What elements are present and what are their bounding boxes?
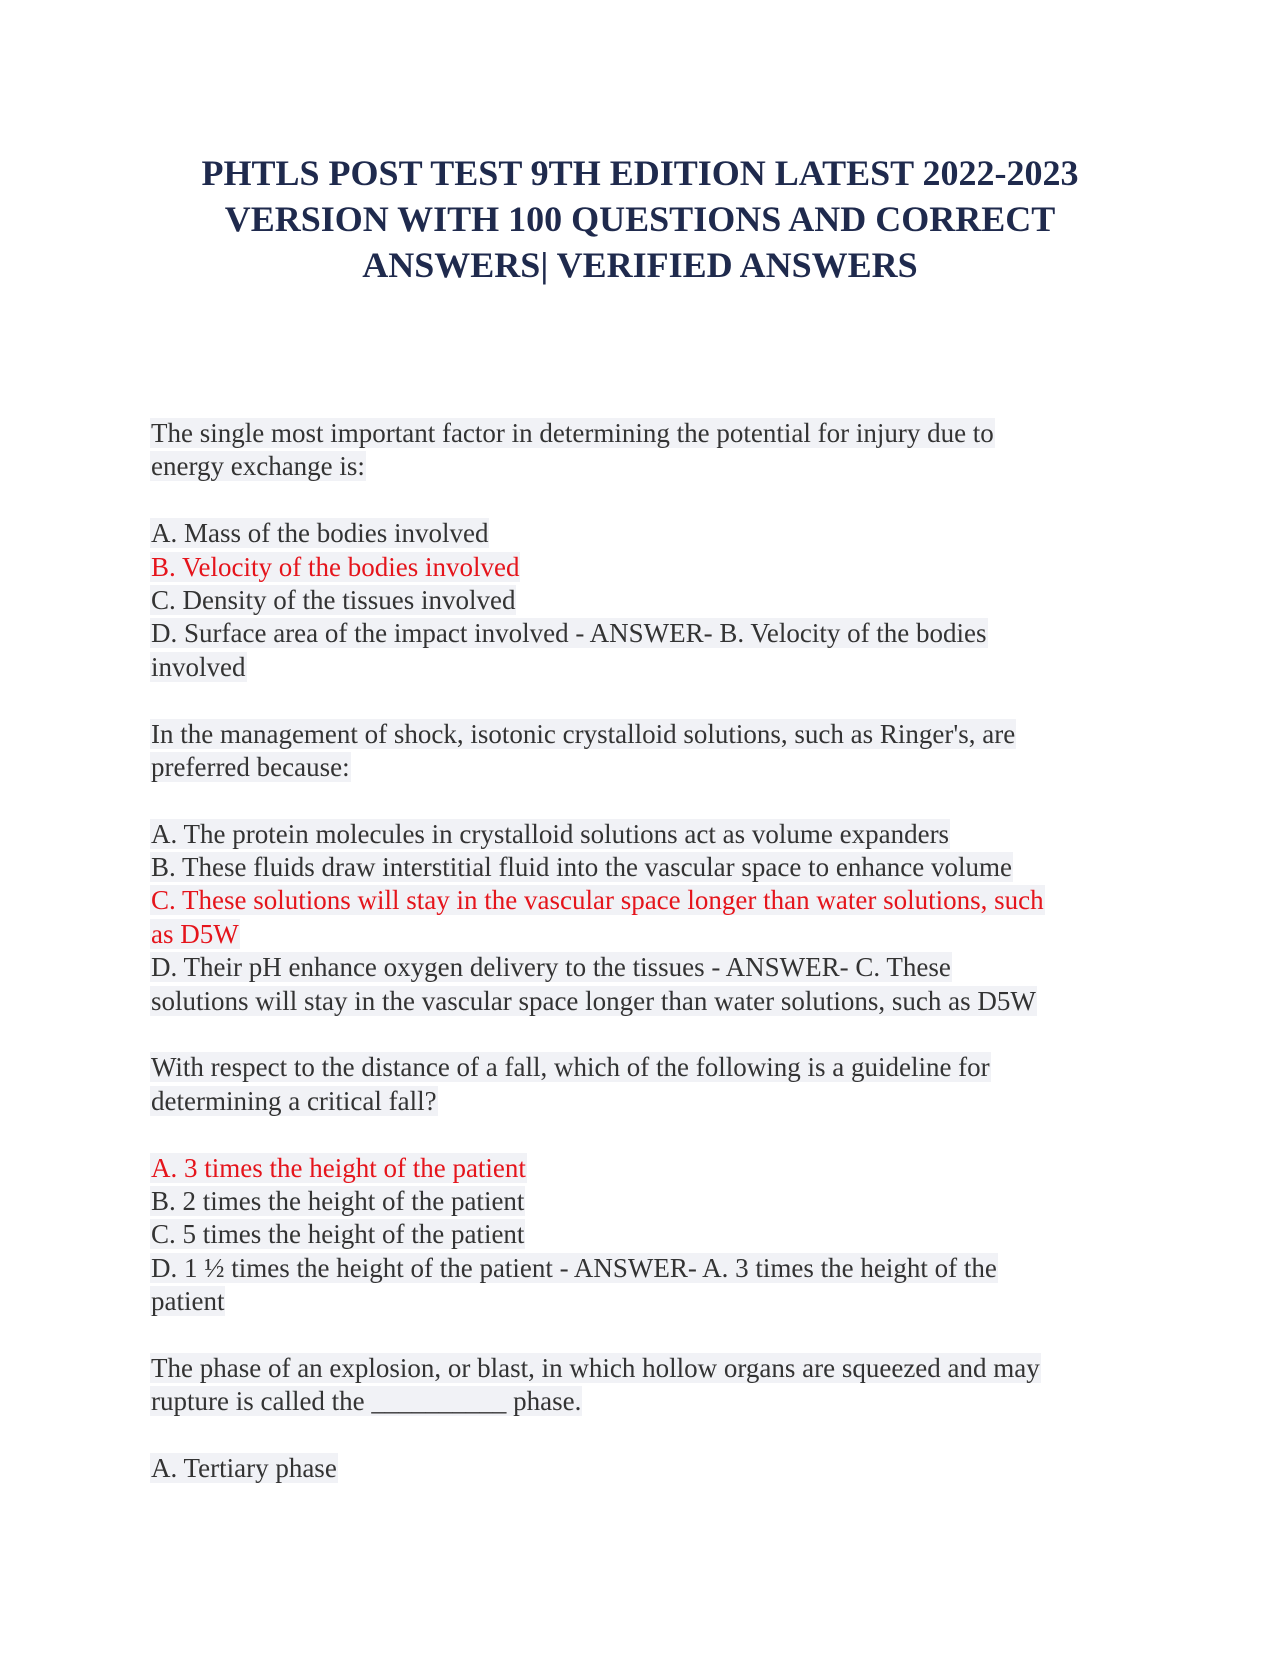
question-block [150, 1051, 1130, 1318]
question-stem: With respect to the distance of a fall, which of the following is a guideline for [151, 1052, 990, 1083]
title-line: ANSWERS| VERIFIED ANSWERS [362, 245, 918, 285]
question-stem: determining a critical fall? [151, 1085, 437, 1116]
answer-option-with-key: involved [151, 651, 246, 682]
question-stem: The single most important factor in determining the potential for injury due to [151, 418, 994, 448]
answer-option-with-key: patient [151, 1286, 225, 1317]
correct-answer-option: A. 3 times the height of the patient [151, 1152, 526, 1183]
title-line: PHTLS POST TEST 9TH EDITION LATEST 2022-2023 [201, 153, 1079, 193]
questions-body [150, 417, 1130, 1486]
question-stem: energy exchange is: [151, 451, 365, 482]
answer-option: A. Tertiary phase [151, 1453, 337, 1484]
answer-option-with-key: D. Their pH enhance oxygen delivery to the tissues - ANSWER- C. These [151, 952, 951, 983]
answer-option-with-key: D. 1 ½ times the height of the patient - ANSWER- A. 3 times the height of the [151, 1252, 997, 1283]
correct-answer-option: C. These solutions will stay in the vascular space longer than water solutions, such [151, 885, 1044, 916]
question-stem: In the management of shock, isotonic crystalloid solutions, such as Ringer's, are [151, 718, 1016, 749]
question-stem: preferred because: [151, 751, 350, 782]
question-block [150, 417, 1130, 684]
answer-option: C. 5 times the height of the patient [151, 1219, 525, 1250]
title-line: VERSION WITH 100 QUESTIONS AND CORRECT [224, 199, 1056, 239]
answer-option: B. These fluids draw interstitial fluid into the vascular space to enhance volume [151, 852, 1013, 883]
question-block [150, 718, 1130, 1019]
document-title [150, 150, 1130, 288]
question-stem: The phase of an explosion, or blast, in which hollow organs are squeezed and may [151, 1352, 1040, 1383]
answer-option-with-key: solutions will stay in the vascular space longer than water solutions, such as D5W [151, 985, 1036, 1016]
answer-option: A. The protein molecules in crystalloid solutions act as volume expanders [151, 818, 950, 849]
answer-option: A. Mass of the bodies involved [151, 518, 489, 549]
question-block [150, 1352, 1130, 1486]
correct-answer-option: B. Velocity of the bodies involved [151, 551, 520, 582]
question-stem: rupture is called the __________ phase. [151, 1386, 582, 1417]
correct-answer-option: as D5W [151, 918, 239, 949]
answer-option: B. 2 times the height of the patient [151, 1185, 525, 1216]
answer-option-with-key: D. Surface area of the impact involved - ANSWER- B. Velocity of the bodies [151, 618, 987, 649]
answer-option: C. Density of the tissues involved [151, 584, 516, 615]
